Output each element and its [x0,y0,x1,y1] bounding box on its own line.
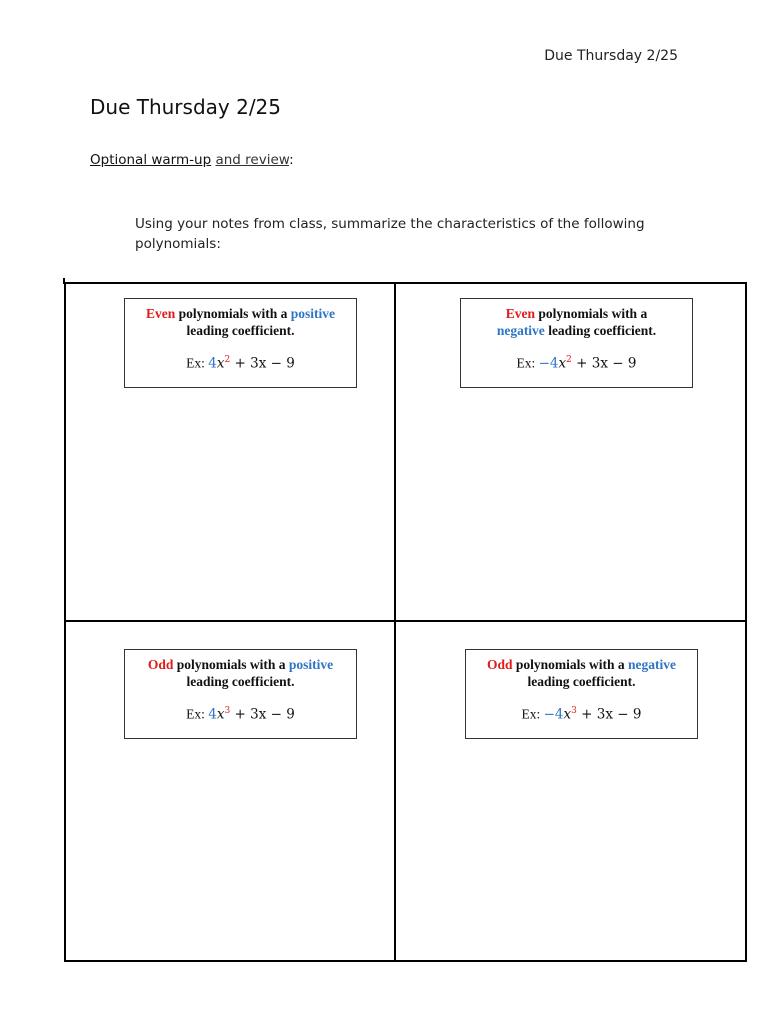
card-heading-rest: polynomials with a [173,657,289,672]
card-heading-rest: polynomials with a [512,657,629,672]
card-sign: positive [290,306,336,321]
header-due-date: Due Thursday 2/25 [544,48,678,64]
example-label: Ex: [521,706,544,722]
example-coefficient: −4 [538,355,559,372]
example-exponent: 3 [224,706,231,716]
card-heading [466,656,697,673]
example-rest: + 3x − 9 [230,706,295,723]
example-variable: x [558,355,567,372]
subtitle-review: and review [215,152,290,168]
grid-vertical-divider [394,284,396,960]
card-subheading: leading coefficient. [527,674,636,689]
card-subheading-rest: leading coefficient. [544,323,657,338]
card-heading-rest: polynomials with a [535,306,648,321]
card-heading [125,305,356,322]
card-heading-rest: polynomials with a [175,306,291,321]
card-example [466,703,697,724]
card-heading [461,305,692,322]
card-subheading: leading coefficient. [186,674,295,689]
example-coefficient: 4 [208,706,217,723]
card-subheading [461,322,692,339]
card-sign: positive [288,657,334,672]
subtitle-warmup: Optional warm-up [90,152,212,168]
example-variable: x [216,706,225,723]
example-exponent: 2 [566,355,572,365]
card-kind: Even [505,306,536,321]
card-example [125,352,356,373]
example-coefficient: −4 [543,706,564,723]
card-sign: negative [496,323,545,338]
card-subheading: leading coefficient. [186,323,295,338]
card-kind: Odd [147,657,174,672]
card-sign: negative [628,657,677,672]
card-kind: Even [145,306,176,321]
card-kind: Odd [486,657,513,672]
card-heading [125,656,356,673]
example-exponent: 2 [224,355,231,365]
subtitle [90,152,294,168]
example-exponent: 3 [571,706,577,716]
card-odd-negative [465,649,698,739]
example-variable: x [563,706,572,723]
example-coefficient: 4 [208,355,217,372]
card-example [461,352,692,373]
instructions-text: Using your notes from class, summarize the characteristics of the following polynomials: [135,216,645,252]
subtitle-colon: : [289,152,294,168]
example-rest: + 3x − 9 [576,706,642,723]
example-rest: + 3x − 9 [571,355,637,372]
card-odd-positive [124,649,357,739]
page-title: Due Thursday 2/25 [90,95,282,119]
example-label: Ex: [516,355,539,371]
grid-horizontal-divider [66,620,745,622]
example-label: Ex: [186,706,209,722]
example-variable: x [216,355,225,372]
example-rest: + 3x − 9 [230,355,295,372]
card-even-positive [124,298,357,388]
example-label: Ex: [186,355,209,371]
card-even-negative [460,298,693,388]
card-example [125,703,356,724]
